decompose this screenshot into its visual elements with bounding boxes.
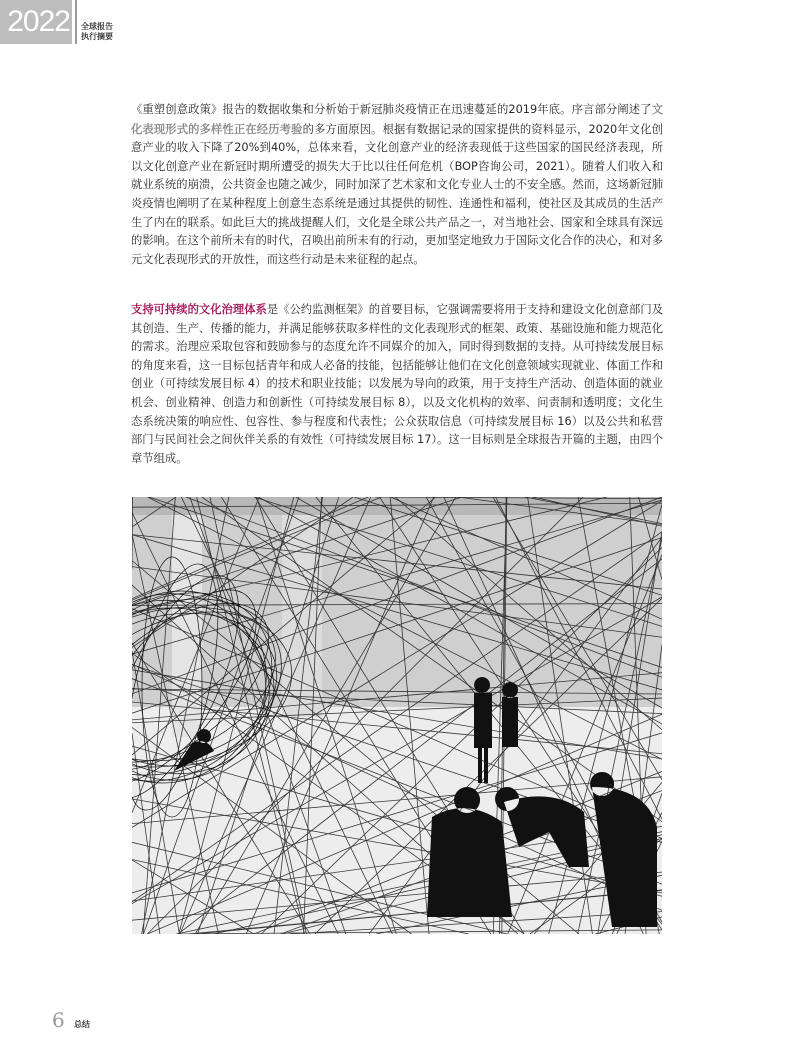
report-year: 2022: [0, 0, 72, 44]
art-installation-photo: [132, 497, 662, 934]
header-divider: [75, 0, 77, 44]
section-label: 总结: [74, 1020, 90, 1029]
report-title: [81, 22, 113, 42]
paragraph-1-part2: 的多方面原因。根据有数据记录的国家提供的资料显示，2020年文化创意产业的收入下降了20%到40%，总体来看，文化创意产业的经济表现低于这些国家的国民经济表现，所以文化创意产业在新冠时期所遭受的损失大于比以往任何危机（BOP咨询公司，2021）。随着人们收入和就业系统的崩溃，公共资金也随之减少，同时加深了艺术家和文化专业人士的不安全感。然而，这场新冠肺炎疫情也阐明了在某种程度上创意生态系统是通过其提供的韧性、连通性和福利，使社区及其成员的生活产生了内在的联系。如此巨大的挑战提醒人们，文化是全球公共产品之一，对当地社会、国家和全球具有深远的影响。在这个前所未有的时代，召唤出前所未有的行动，更加坚定地致力于国际文化合作的决心，和对多元文化表现形式的开放性，而这些行动是未来征程的起点。: [131, 122, 663, 266]
page-number: 6: [52, 1008, 65, 1032]
photo-illustration: [132, 497, 662, 934]
report-title-line2: 执行摘要: [81, 32, 113, 41]
person-figure: [502, 682, 518, 747]
body-paragraph-1: [131, 100, 663, 269]
paragraph-1-part1: 《重塑创意政策》报告的数据收集和分析始于新冠肺炎疫情正在迅速蔓延的2019年底。序言部分阐述了: [131, 103, 652, 116]
paragraph-1-text: [131, 100, 663, 269]
paragraph-1-highlight: 文化表现形式的多样性正在经历考验: [131, 102, 663, 136]
paragraph-2-highlight: 支持可持续的文化治理体系: [131, 302, 267, 316]
report-title-line1: 全球报告: [81, 22, 113, 31]
paragraph-2-text: 是《公约监测框架》的首要目标，它强调需要将用于支持和建设文化创意部门及其创造、生产、传播的能力，并满足能够获取多样性的文化表现形式的框架、政策、基础设施和能力规范化的需求。治理应采取包容和鼓励参与的态度允许不同媒介的加入，同时得到数据的支持。从可持续发展目标的角度来看，这一目标包括青年和成人必备的技能，包括能够让他们在文化创意领域实现就业、体面工作和创业（可持续发展目标 4）的技术和职业技能；以发展为导向的政策，用于支持生产活动、创造体面的就业机会、创业精神、创造力和创新性（可持续发展目标 8），以及文化机构的效率、问责制和透明度；文化生态系统决策的响应性、包容性、参与程度和代表性；公众获取信息（可持续发展目标 16）以及公共和私营部门与民间社会之间伙伴关系的有效性（可持续发展目标 17）。这一目标则是全球报告开篇的主题，由四个章节组成。: [131, 303, 663, 465]
body-paragraph-2: [131, 300, 663, 468]
